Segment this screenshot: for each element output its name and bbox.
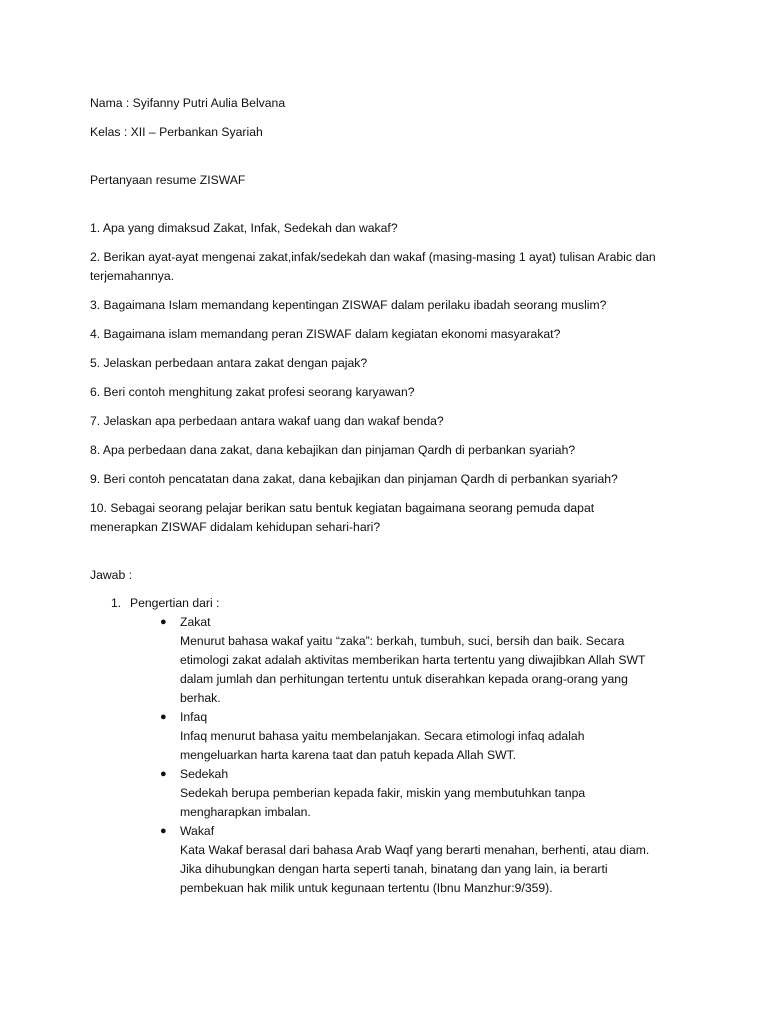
- bullet-item-infaq: [90, 708, 690, 765]
- bullet-term: Sedekah: [180, 767, 229, 781]
- bullet-term: Zakat: [180, 615, 211, 629]
- answer-number: 1.: [111, 596, 122, 610]
- bullet-item-wakaf: [90, 822, 690, 898]
- bullet-icon: ●: [160, 711, 167, 723]
- bullet-description: Sedekah berupa pemberian kepada fakir, miskin yang membutuhkan tanpa mengharapkan imbalan.: [180, 786, 586, 819]
- question-item: 4. Bagaimana islam memandang peran ZISWAF dalam kegiatan ekonomi masyarakat?: [90, 327, 561, 341]
- bullet-term: Infaq: [180, 710, 208, 724]
- bullet-item-zakat: [90, 613, 690, 708]
- question-item: 5. Jelaskan perbedaan antara zakat dengan pajak?: [90, 356, 368, 370]
- question-item: 9. Beri contoh pencatatan dana zakat, dana kebajikan dan pinjaman Qardh di perbankan syariah?: [90, 472, 618, 486]
- question-item: 8. Apa perbedaan dana zakat, dana kebajikan dan pinjaman Qardh di perbankan syariah?: [90, 443, 576, 457]
- answer-section: [90, 594, 690, 898]
- question-item: 2. Berikan ayat-ayat mengenai zakat,infak/sedekah dan wakaf (masing-masing 1 ayat) tulisan Arabic dan terjemahannya.: [90, 250, 656, 283]
- student-name: Nama : Syifanny Putri Aulia Belvana: [90, 96, 286, 110]
- bullet-icon: ●: [160, 825, 167, 837]
- document-page: [90, 94, 690, 898]
- jawab-label: Jawab :: [90, 568, 133, 582]
- question-item: 1. Apa yang dimaksud Zakat, Infak, Sedekah dan wakaf?: [90, 221, 398, 235]
- bullet-description: Kata Wakaf berasal dari bahasa Arab Waqf yang berarti menahan, berhenti, atau diam. Jika dihubungkan dengan harta seperti tanah, binatang dan yang lain, ia berarti pembekuan hak milik untuk kegunaan tertentu (Ibnu Manzhur:9/359).: [180, 843, 650, 895]
- question-item: 3. Bagaimana Islam memandang kepentingan ZISWAF dalam perilaku ibadah seorang muslim?: [90, 298, 607, 312]
- bullet-icon: ●: [160, 616, 167, 628]
- document-title: Pertanyaan resume ZISWAF: [90, 173, 246, 187]
- question-item: 7. Jelaskan apa perbedaan antara wakaf uang dan wakaf benda?: [90, 414, 444, 428]
- question-item: 6. Beri contoh menghitung zakat profesi seorang karyawan?: [90, 385, 415, 399]
- answer-heading: [90, 594, 690, 613]
- question-item: 10. Sebagai seorang pelajar berikan satu bentuk kegiatan bagaimana seorang pemuda dapat menerapkan ZISWAF didalam kehidupan sehari-hari?: [90, 501, 595, 534]
- question-list: [90, 219, 690, 537]
- student-class: Kelas : XII – Perbankan Syariah: [90, 125, 263, 139]
- bullet-item-sedekah: [90, 765, 690, 822]
- bullet-icon: ●: [160, 768, 167, 780]
- bullet-description: Infaq menurut bahasa yaitu membelanjakan. Secara etimologi infaq adalah mengeluarkan harta karena taat dan patuh kepada Allah SWT.: [180, 729, 585, 762]
- bullet-term: Wakaf: [180, 824, 215, 838]
- bullet-description: Menurut bahasa wakaf yaitu “zaka”: berkah, tumbuh, suci, bersih dan baik. Secara etimologi zakat adalah aktivitas memberikan harta tertentu yang diwajibkan Allah SWT dalam jumlah dan perhitungan tertentu untuk diserahkan kepada orang-orang yang berhak.: [180, 634, 646, 705]
- answer-heading-text: Pengertian dari :: [130, 596, 220, 610]
